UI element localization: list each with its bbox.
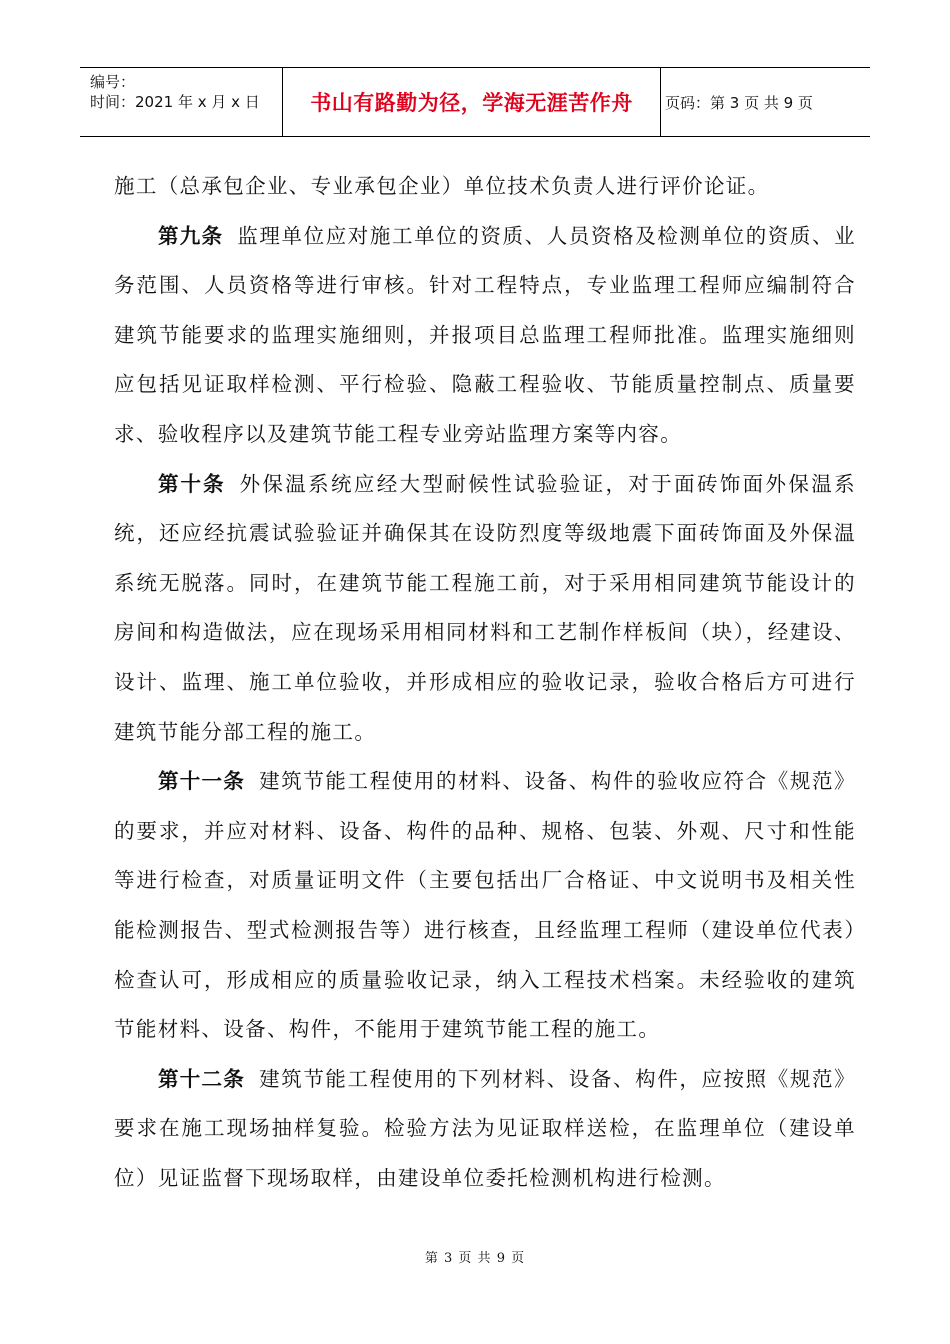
article-10-title: 第十条 xyxy=(158,471,226,496)
header-motto: 书山有路勤为径，学海无涯苦作舟 xyxy=(310,91,633,115)
article-10-text: 外保温系统应经大型耐候性试验验证，对于面砖饰面外保温系统，还应经抗震试验验证并确保其在设防烈度等级地震下面砖饰面及外保温系统无脱落。同时，在建筑节能工程施工前，对于采用相同建筑节能设计的房间和构造做法，应在现场采用相同材料和工艺制作样板间（块），经建设、设计、监理、施工单位验收，并形成相应的验收记录，验收合格后方可进行建筑节能分部工程的施工。 xyxy=(114,471,857,744)
doc-number-label: 编号： xyxy=(90,73,136,91)
article-9 xyxy=(114,212,856,460)
article-11 xyxy=(114,757,856,1055)
page-footer xyxy=(0,1247,950,1266)
page-code-text: 页码：第 3 页 共 9 页 xyxy=(665,93,813,112)
article-12-title: 第十二条 xyxy=(158,1066,246,1091)
header-motto-cell xyxy=(283,68,661,136)
article-9-title: 第九条 xyxy=(158,223,224,248)
article-12-text: 建筑节能工程使用的下列材料、设备、构件，应按照《规范》要求在施工现场抽样复验。检验方法为见证取样送检，在监理单位（建设单位）见证监督下现场取样，由建设单位委托检测机构进行检测。 xyxy=(114,1066,857,1190)
article-11-title: 第十一条 xyxy=(158,769,246,794)
footer-page-number: 第 3 页 共 9 页 xyxy=(424,1251,526,1266)
article-12 xyxy=(114,1055,856,1204)
document-header xyxy=(80,67,870,137)
document-body xyxy=(114,162,856,1203)
article-11-text: 建筑节能工程使用的材料、设备、构件的验收应符合《规范》的要求，并应对材料、设备、构件的品种、规格、包装、外观、尺寸和性能等进行检查，对质量证明文件（主要包括出厂合格证、中文说明书及相关性能检测报告、型式检测报告等）进行核查，且经监理工程师（建设单位代表）检查认可，形成相应的质量验收记录，纳入工程技术档案。未经验收的建筑节能材料、设备、构件，不能用于建筑节能工程的施工。 xyxy=(114,769,857,1042)
paragraph-continuation: 施工（总承包企业、专业承包企业）单位技术负责人进行评价论证。 xyxy=(114,174,770,198)
header-page-code xyxy=(661,68,870,136)
header-meta xyxy=(80,68,283,136)
doc-time-label: 时间：2021 年 x 月 x 日 xyxy=(90,93,260,111)
article-9-text: 监理单位应对施工单位的资质、人员资格及检测单位的资质、业务范围、人员资格等进行审核。针对工程特点，专业监理工程师应编制符合建筑节能要求的监理实施细则，并报项目总监理工程师批准。监理实施细则应包括见证取样检测、平行检验、隐蔽工程验收、节能质量控制点、质量要求、验收程序以及建筑节能工程专业旁站监理方案等内容。 xyxy=(114,223,856,446)
article-10 xyxy=(114,460,856,758)
